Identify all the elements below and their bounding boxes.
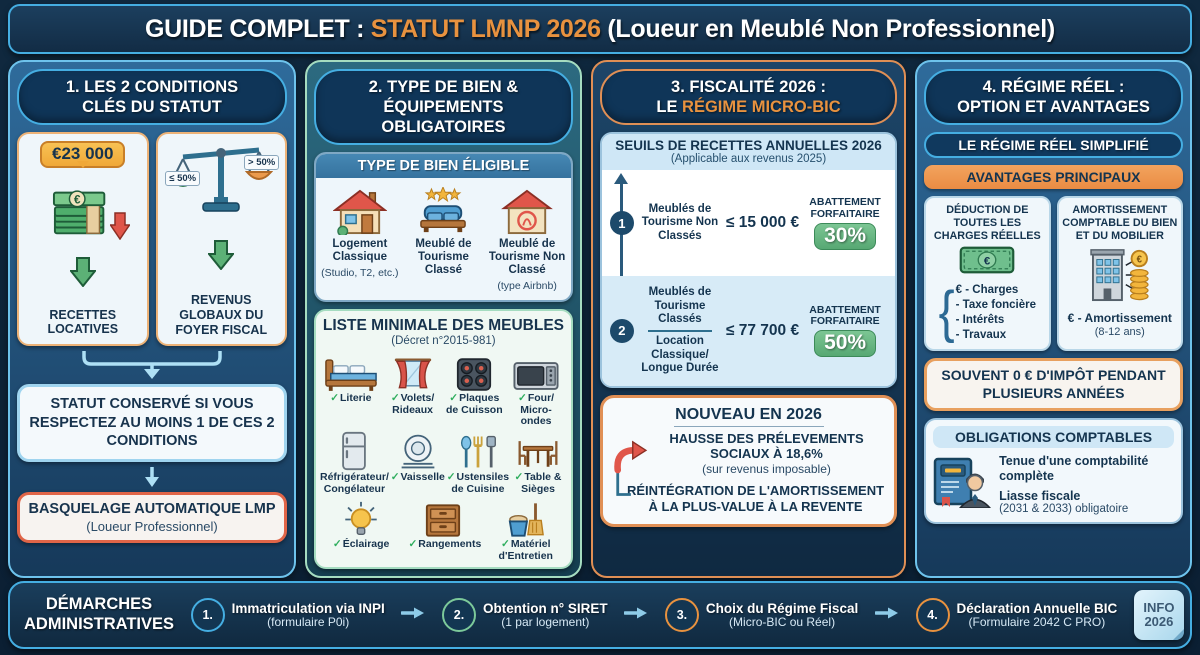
sofa-stars-icon [415,185,471,235]
main-header [8,4,1192,54]
seuils-header: SEUILS DE RECETTES ANNUELLES 2026 (Applicable aux revenus 2025) [602,134,895,170]
zero-tax-card: SOUVENT 0 € D'IMPÔT PENDANT PLUSIEURS ANNÉES [924,358,1183,411]
right-arrow-icon [624,606,648,625]
info-2026-note: INFO 2026 [1134,590,1184,640]
green-down-arrow-icon [70,257,96,292]
furniture-subtitle: (Décret n°2015-981) [391,335,496,347]
conditions-cards-row [17,132,287,346]
check-icon: ✓ [390,471,400,484]
seuils-row-2: 2 Meublés de Tourisme Classés Location Classique/ Longue Durée ≤ 77 700 € ABATTEMENT FORFAITAIRE 50% [602,276,895,385]
global-income-card [156,132,288,346]
eligible-item-tourism-unclassed: Meublé de Tourisme Non Classé (type Airbnb) [485,185,569,292]
lightbulb-icon [344,500,378,538]
cooktop-icon [456,354,492,392]
furniture-item-table: ✓Table & Sièges [509,433,567,496]
eligible-item-classic: Logement Classique (Studio, T2, etc.) [318,185,402,292]
status-kept-card: STATUT CONSERVÉ SI VOUS RESPECTEZ AU MOINS 1 DE CES 2 CONDITIONS [17,384,287,462]
seuils-row-1: 1 Meublés de Tourisme Non Classés ≤ 15 000 € ABATTEMENT FORFAITAIRE 30% [602,170,895,276]
furniture-row-2 [320,433,567,496]
obligations-banner: OBLIGATIONS COMPTABLES [933,426,1174,448]
furniture-item-rangements: ✓Rangements [402,500,484,563]
amount-badge: €23 000 [40,141,125,168]
curtains-icon [393,354,433,392]
rate-badge-50: 50% [814,330,876,357]
column-conditions [8,60,296,578]
furniture-row-1 [320,354,567,428]
lte-50pct-label: ≤ 50% [165,171,200,186]
regime-reel-pill: LE RÉGIME RÉEL SIMPLIFIÉ [924,132,1183,158]
global-income-label: REVENUS GLOBAUX DU FOYER FISCAL [175,293,268,337]
charges-list: { € - Charges - Taxe foncière - Intérêts - Travaux [938,280,1036,345]
house-icon [333,185,387,235]
furniture-item-eclairage: ✓Éclairage [320,500,402,563]
column-fiscalite [591,60,906,578]
flow-connector [17,351,287,379]
avantages-banner: AVANTAGES PRINCIPAUX [924,165,1183,189]
table-chairs-icon [516,433,560,471]
furniture-list-card [314,309,573,569]
column1-title: 1. LES 2 CONDITIONS CLÉS DU STATUT [17,69,287,125]
green-down-arrow-icon [208,240,234,275]
furniture-item-entretien: ✓Matériel d'Entretien [485,500,567,563]
lmp-switch-card: BASQUELAGE AUTOMATIQUE LMP (Loueur Professionnel) [17,492,287,544]
check-icon: ✓ [501,538,510,551]
check-icon: ✓ [514,471,524,484]
furniture-item-vaisselle: ✓Vaisselle [389,433,447,496]
gt-50pct-label: > 50% [244,155,279,170]
divider [648,330,712,332]
obligations-card: OBLIGATIONS COMPTABLES Tenue d'une comptabilité complète Liasse fiscale (2031 & 2033) obligatoire [924,418,1183,524]
step-number-2: 2. [442,598,476,632]
svg-text:€: € [73,193,81,207]
deduction-card: DÉDUCTION DE TOUTES LES CHARGES RÉELLES € { € - Charges - Taxe foncière - Intérêts - Travaux [924,196,1050,351]
furniture-title: LISTE MINIMALE DES MEUBLES [322,317,565,334]
seuils-card [600,132,897,387]
amortissement-card: AMORTISSEMENT COMPTABLE DU BIEN ET DU MOBILIER € € - Amortissement (8-12 ans) [1057,196,1183,351]
furniture-item-literie: ✓Literie [320,354,382,428]
microwave-icon [513,354,559,392]
eligible-items-row [316,178,571,300]
eligible-banner: TYPE DE BIEN ÉLIGIBLE [316,154,571,178]
step-circle-2: 2 [610,319,634,343]
banknote-icon [958,246,1016,279]
utensils-icon [458,433,498,471]
svg-text:€: € [984,255,991,268]
step-number-4: 4. [916,598,950,632]
curved-arrow-icon [610,440,648,507]
footer-step-2: 2. Obtention n° SIRET (1 par logement) [442,598,608,632]
furniture-item-ustensiles: ✓Ustensiles de Cuisine [447,433,509,496]
bed-icon [324,354,378,392]
furniture-item-plaques: ✓Plaques de Cuisson [443,354,505,428]
check-icon: ✓ [332,538,342,551]
seuils-body [602,170,895,385]
step-number-1: 1. [191,598,225,632]
page-title [145,15,1055,44]
book-accountant-icon [933,456,991,513]
eligible-item-tourism-classed: Meublé de Tourisme Classé [402,185,486,292]
step-number-3: 3. [665,598,699,632]
right-arrow-icon [401,606,425,625]
airbnb-house-icon [500,185,554,235]
fridge-icon [340,433,368,471]
red-down-arrow-icon [110,212,130,245]
advantages-row [924,196,1183,351]
check-icon: ✓ [449,391,459,404]
title-suffix: (Loueur en Meublé Non Professionnel) [600,14,1055,43]
footer-step-4: 4. Déclaration Annuelle BIC (Formulaire 2042 C PRO) [916,598,1118,632]
column-regime-reel [915,60,1192,578]
columns-container [8,60,1192,578]
svg-text:€: € [1136,254,1142,266]
footer-title: DÉMARCHES ADMINISTRATIVES [24,595,175,633]
nouveau-2026-card: NOUVEAU EN 2026 HAUSSE DES PRÉLEVEMENTS SOCIAUX À 18,6% (sur revenus imposable) RÉINTÉGRATION DE L'AMORTISSEMENT À LA PLUS-VALUE À LA REVENTE [600,395,897,527]
down-arrow-icon [17,466,287,488]
column4-title: 4. RÉGIME RÉEL : OPTION ET AVANTAGES [924,69,1183,125]
check-icon: ✓ [518,391,527,404]
furniture-row-3 [320,500,567,563]
rental-income-card [17,132,149,346]
footer-bar [8,581,1192,649]
furniture-item-four: ✓Four/ Micro-ondes [505,354,567,428]
step-circle-1: 1 [610,211,634,235]
rate-badge-30: 30% [814,223,876,250]
building-coins-icon [1089,246,1151,307]
drawers-icon [424,500,462,538]
furniture-item-refrigerateur: Réfrigérateur/ Congélateur [320,433,389,496]
rental-income-label: RECETTES LOCATIVES [47,307,119,337]
right-arrow-icon [875,606,899,625]
check-icon: ✓ [330,391,339,404]
nouveau-title: NOUVEAU EN 2026 [609,406,888,427]
check-icon: ✓ [408,538,418,551]
column3-title: 3. FISCALITÉ 2026 : LE RÉGIME MICRO-BIC [600,69,897,125]
cleaning-icon [507,500,545,538]
money-stack-icon [52,186,114,241]
footer-step-3: 3. Choix du Régime Fiscal (Micro-BIC ou Réel) [665,598,858,632]
brace: { [938,280,955,345]
balance-scale-icon [169,141,276,222]
check-icon: ✓ [390,391,400,404]
check-icon: ✓ [446,471,456,484]
dishes-icon [398,433,438,471]
furniture-item-volets: ✓Volets/ Rideaux [382,354,444,428]
column-property-type [305,60,582,578]
title-highlight: STATUT LMNP 2026 [370,14,601,43]
title-prefix: GUIDE COMPLET : [145,14,371,43]
column2-title: 2. TYPE DE BIEN & ÉQUIPEMENTS OBLIGATOIRES [314,69,573,145]
eligible-property-card [314,152,573,302]
footer-step-1: 1. Immatriculation via INPI (formulaire P0i) [191,598,385,632]
